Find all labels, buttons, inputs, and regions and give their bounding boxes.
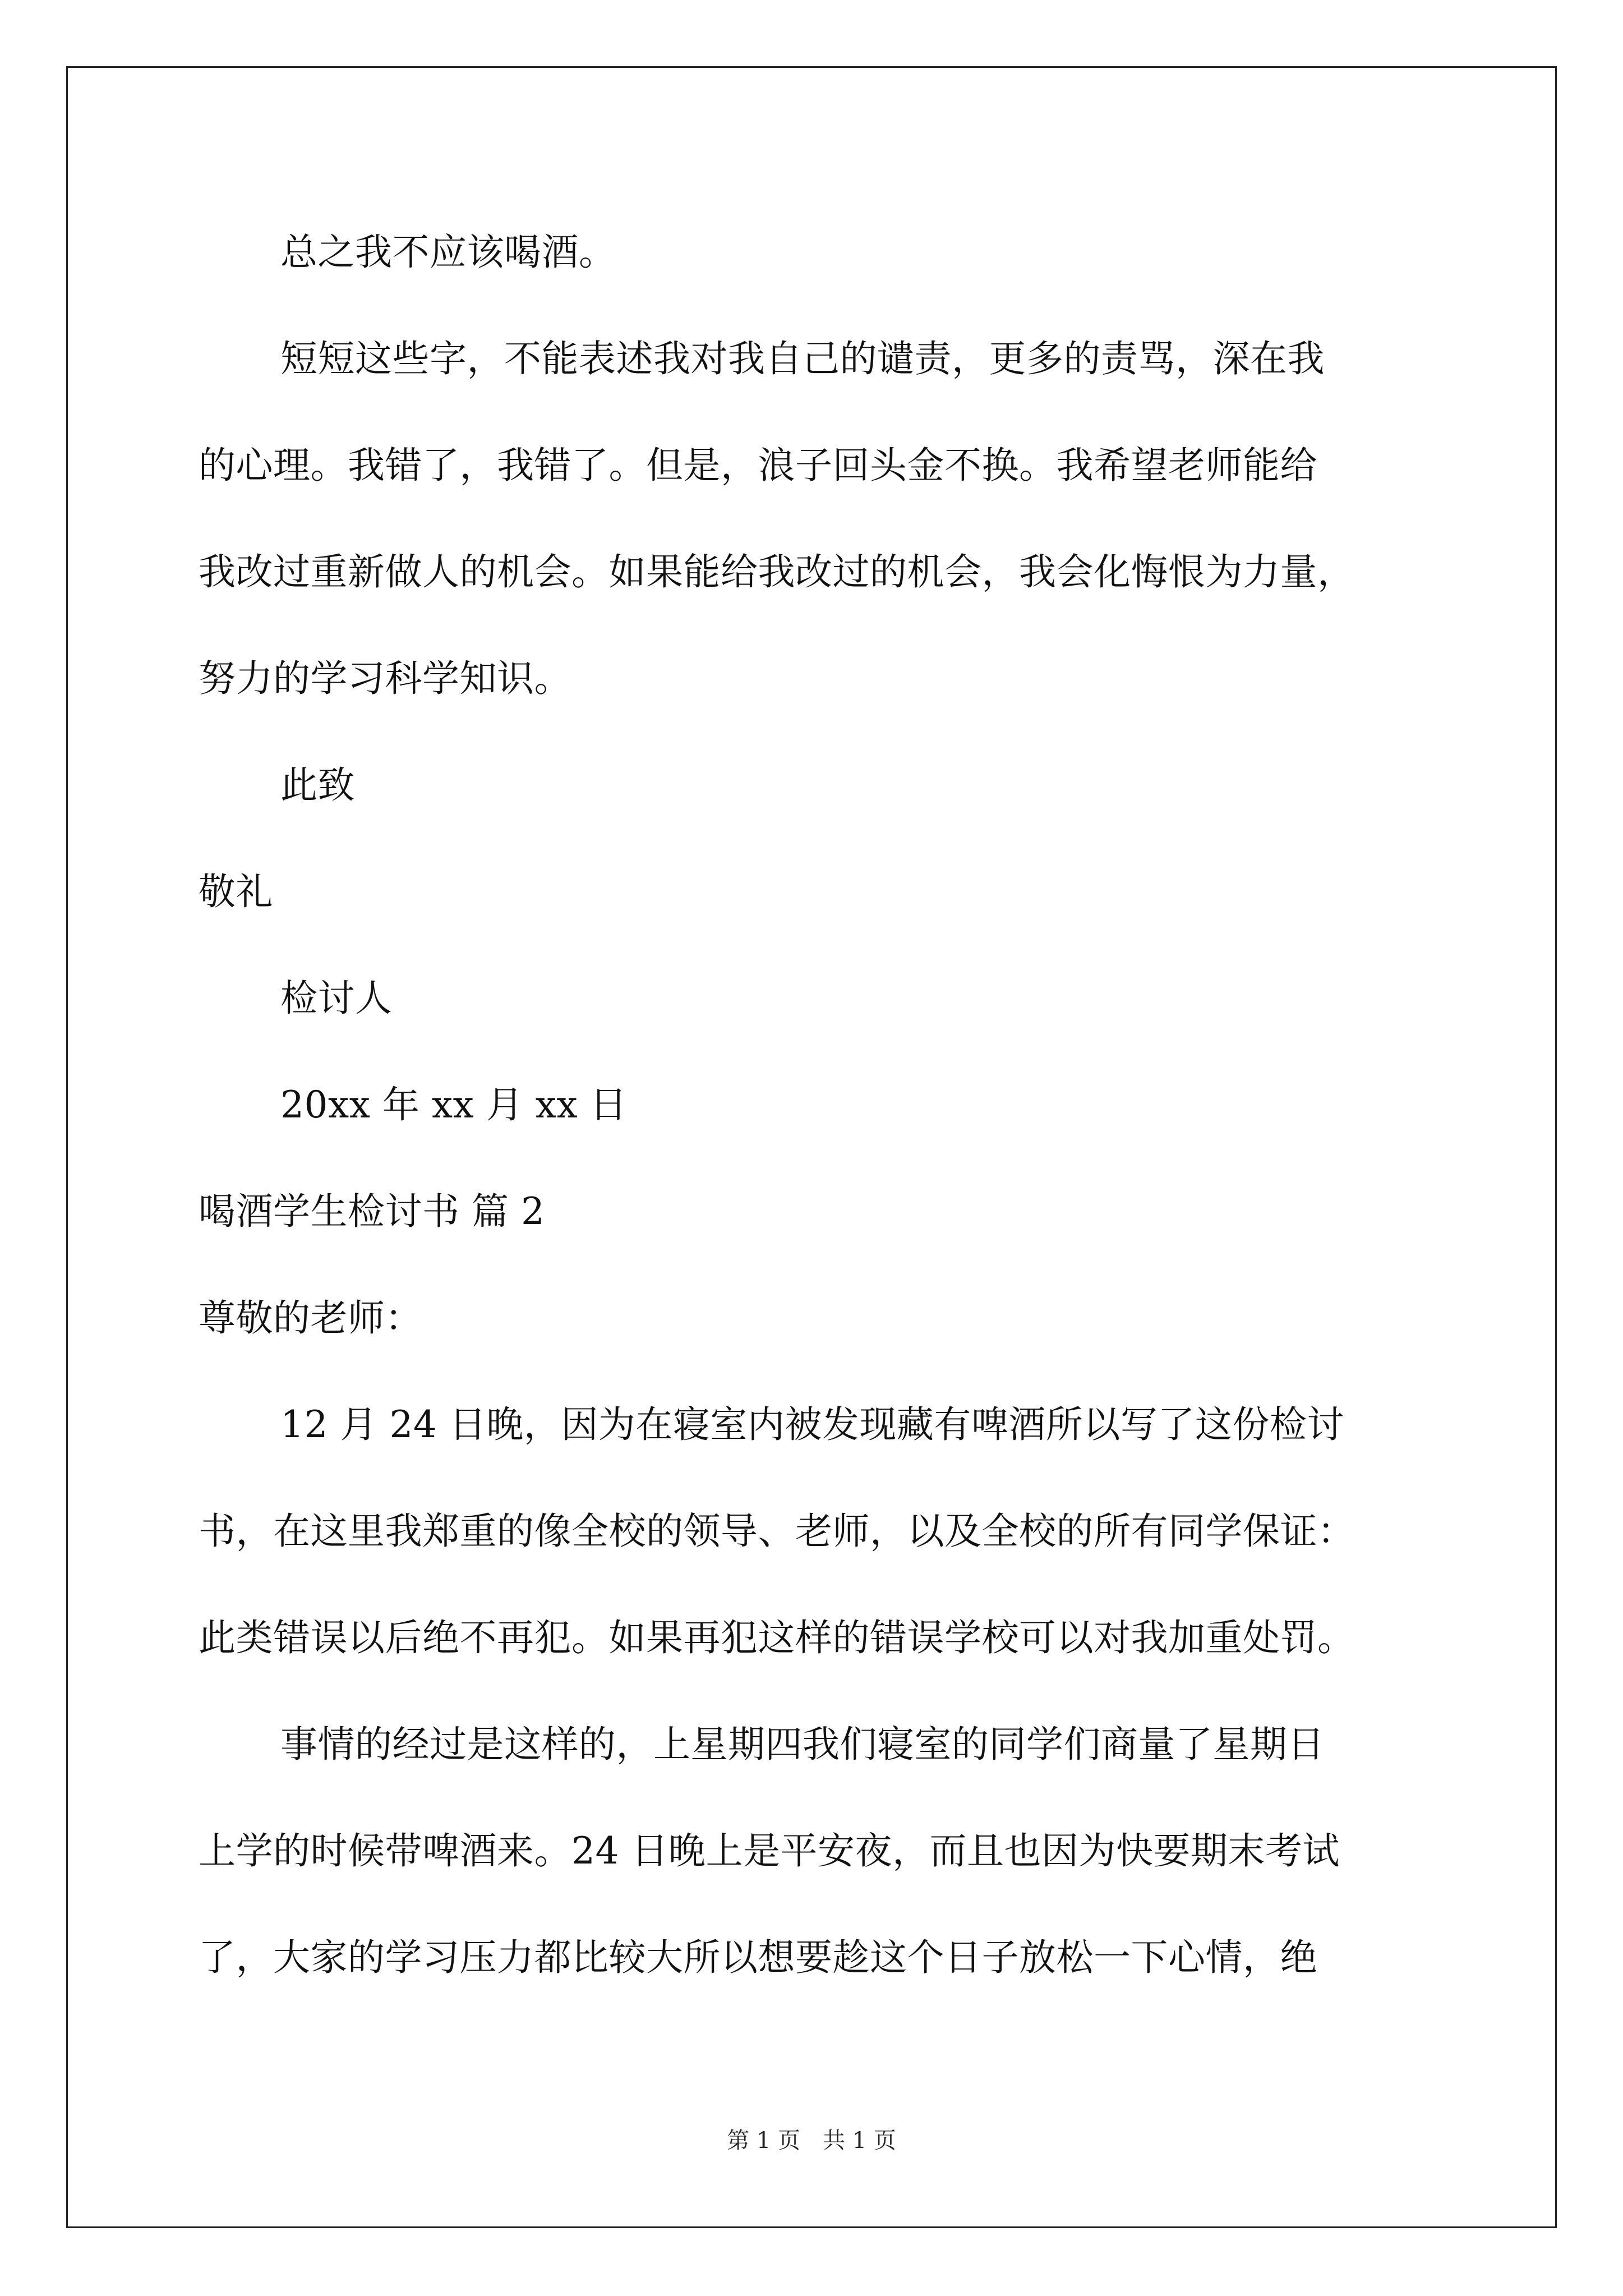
text-line-4: 我改过重新做人的机会。如果能给我改过的机会，我会化悔恨为力量， xyxy=(199,550,1355,593)
page-footer: 第 1 页 共 1 页 xyxy=(727,2128,896,2154)
text-line-13: 书，在这里我郑重的像全校的领导、老师，以及全校的所有同学保证： xyxy=(199,1510,1355,1553)
text-line-2: 短短这些字，不能表述我对我自己的谴责，更多的责骂，深在我 xyxy=(280,337,1325,380)
text-line-1: 总之我不应该喝酒。 xyxy=(280,231,616,274)
closing-salutation: 此致 xyxy=(280,763,355,807)
text-line-5: 努力的学习科学知识。 xyxy=(199,657,571,700)
text-line-17: 了，大家的学习压力都比较大所以想要趁这个日子放松一下心情，绝 xyxy=(199,1936,1317,1979)
closing-regards: 敬礼 xyxy=(199,870,273,913)
greeting: 尊敬的老师： xyxy=(199,1296,422,1340)
text-line-14: 此类错误以后绝不再犯。如果再犯这样的错误学校可以对我加重处罚。 xyxy=(199,1616,1355,1659)
text-line-16: 上学的时候带啤酒来。24 日晚上是平安夜，而且也因为快要期末考试 xyxy=(199,1829,1340,1872)
section-title: 喝酒学生检讨书 篇 2 xyxy=(199,1190,545,1233)
date-line: 20xx 年 xx 月 xx 日 xyxy=(280,1083,628,1126)
text-line-15: 事情的经过是这样的，上星期四我们寝室的同学们商量了星期日 xyxy=(280,1723,1325,1766)
page-border xyxy=(66,66,1557,2228)
signature-label: 检讨人 xyxy=(280,977,393,1020)
text-line-3: 的心理。我错了，我错了。但是，浪子回头金不换。我希望老师能给 xyxy=(199,444,1317,487)
text-line-12: 12 月 24 日晚，因为在寝室内被发现藏有啤酒所以写了这份检讨 xyxy=(280,1403,1344,1446)
